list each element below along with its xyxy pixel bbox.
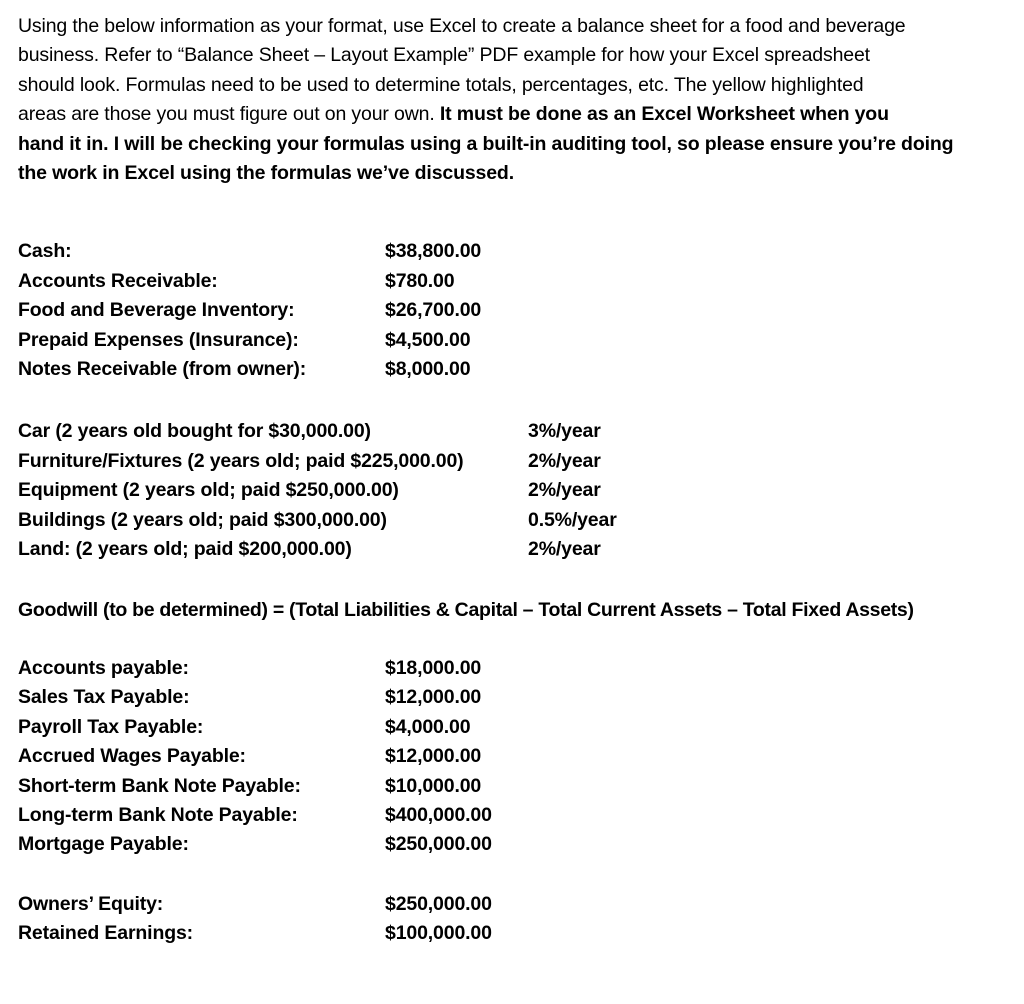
- asset-label: Food and Beverage Inventory:: [18, 299, 295, 322]
- equity-list: [18, 890, 1024, 949]
- equity-value: $250,000.00: [385, 892, 492, 915]
- equity-row: [18, 919, 1024, 948]
- liability-value: $400,000.00: [385, 803, 492, 826]
- liability-label: Short-term Bank Note Payable:: [18, 774, 301, 797]
- asset-value: $38,800.00: [385, 240, 482, 263]
- asset-row: [18, 326, 1024, 355]
- goodwill-formula-line: Goodwill (to be determined) = (Total Liabilities & Capital – Total Current Assets – Total Fixed Assets): [18, 598, 914, 621]
- liability-value: $12,000.00: [385, 686, 482, 709]
- intro-line: [18, 130, 1024, 159]
- fixed-asset-label: Car (2 years old bought for $30,000.00): [18, 420, 371, 443]
- intro-text-bold: the work in Excel using the formulas we’ve discussed.: [18, 162, 514, 185]
- asset-row: [18, 296, 1024, 325]
- current-assets-list: [18, 237, 1024, 384]
- fixed-asset-row: [18, 535, 1024, 564]
- intro-text-regular: Using the below information as your format, use Excel to create a balance sheet for a food and beverage: [18, 15, 906, 37]
- liability-row: [18, 713, 1024, 742]
- liability-label: Payroll Tax Payable:: [18, 715, 204, 738]
- liability-row: [18, 654, 1024, 683]
- liability-value: $250,000.00: [385, 833, 492, 856]
- liability-row: [18, 801, 1024, 830]
- intro-line: [18, 12, 1024, 41]
- liability-row: [18, 742, 1024, 771]
- depreciation-rate: 2%/year: [528, 538, 601, 561]
- fixed-assets-list: [18, 417, 1024, 564]
- intro-line: [18, 41, 1024, 70]
- intro-text-regular: business. Refer to “Balance Sheet – Layout Example” PDF example for how your Excel spreadsheet: [18, 44, 870, 67]
- liability-label: Long-term Bank Note Payable:: [18, 803, 298, 826]
- asset-label: Cash:: [18, 240, 72, 263]
- liability-label: Accounts payable:: [18, 656, 189, 679]
- fixed-asset-row: [18, 476, 1024, 505]
- fixed-asset-label: Buildings (2 years old; paid $300,000.00): [18, 508, 387, 531]
- depreciation-rate: 0.5%/year: [528, 508, 617, 531]
- intro-line: [18, 71, 1024, 100]
- asset-value: $780.00: [385, 269, 455, 292]
- liability-row: [18, 772, 1024, 801]
- liability-row: [18, 830, 1024, 859]
- asset-value: $8,000.00: [385, 358, 471, 381]
- liability-value: $18,000.00: [385, 656, 482, 679]
- equity-row: [18, 890, 1024, 919]
- intro-text-regular: should look. Formulas need to be used to determine totals, percentages, etc. The yellow highlighted: [18, 73, 864, 96]
- liability-value: $12,000.00: [385, 745, 482, 768]
- asset-row: [18, 267, 1024, 296]
- asset-row: [18, 355, 1024, 384]
- asset-row: [18, 237, 1024, 266]
- asset-value: $26,700.00: [385, 299, 482, 322]
- intro-text-regular: areas are those you must figure out on your own.: [18, 103, 440, 126]
- fixed-asset-row: [18, 417, 1024, 446]
- intro-text-bold: hand it in. I will be checking your formulas using a built-in auditing tool, so please ensure you’re doing: [18, 132, 954, 155]
- intro-paragraph: [18, 12, 1024, 188]
- depreciation-rate: 3%/year: [528, 420, 601, 443]
- asset-label: Notes Receivable (from owner):: [18, 358, 307, 381]
- fixed-asset-row: [18, 447, 1024, 476]
- liabilities-list: [18, 654, 1024, 860]
- fixed-asset-label: Equipment (2 years old; paid $250,000.00): [18, 479, 399, 502]
- fixed-asset-label: Furniture/Fixtures (2 years old; paid $225,000.00): [18, 449, 464, 472]
- depreciation-rate: 2%/year: [528, 449, 601, 472]
- asset-label: Prepaid Expenses (Insurance):: [18, 328, 299, 351]
- fixed-asset-label: Land: (2 years old; paid $200,000.00): [18, 538, 352, 561]
- intro-line: [18, 159, 1024, 188]
- asset-value: $4,500.00: [385, 328, 471, 351]
- intro-text-bold: It must be done as an Excel Worksheet when you: [439, 103, 889, 126]
- depreciation-rate: 2%/year: [528, 479, 601, 502]
- liability-label: Sales Tax Payable:: [18, 686, 190, 709]
- liability-value: $4,000.00: [385, 715, 471, 738]
- equity-value: $100,000.00: [385, 922, 492, 945]
- liability-label: Accrued Wages Payable:: [18, 745, 246, 768]
- asset-label: Accounts Receivable:: [18, 269, 218, 292]
- liability-row: [18, 683, 1024, 712]
- liability-value: $10,000.00: [385, 774, 482, 797]
- liability-label: Mortgage Payable:: [18, 833, 189, 856]
- equity-label: Retained Earnings:: [18, 922, 193, 945]
- intro-line: [18, 100, 1024, 129]
- fixed-asset-row: [18, 506, 1024, 535]
- equity-label: Owners’ Equity:: [18, 892, 164, 915]
